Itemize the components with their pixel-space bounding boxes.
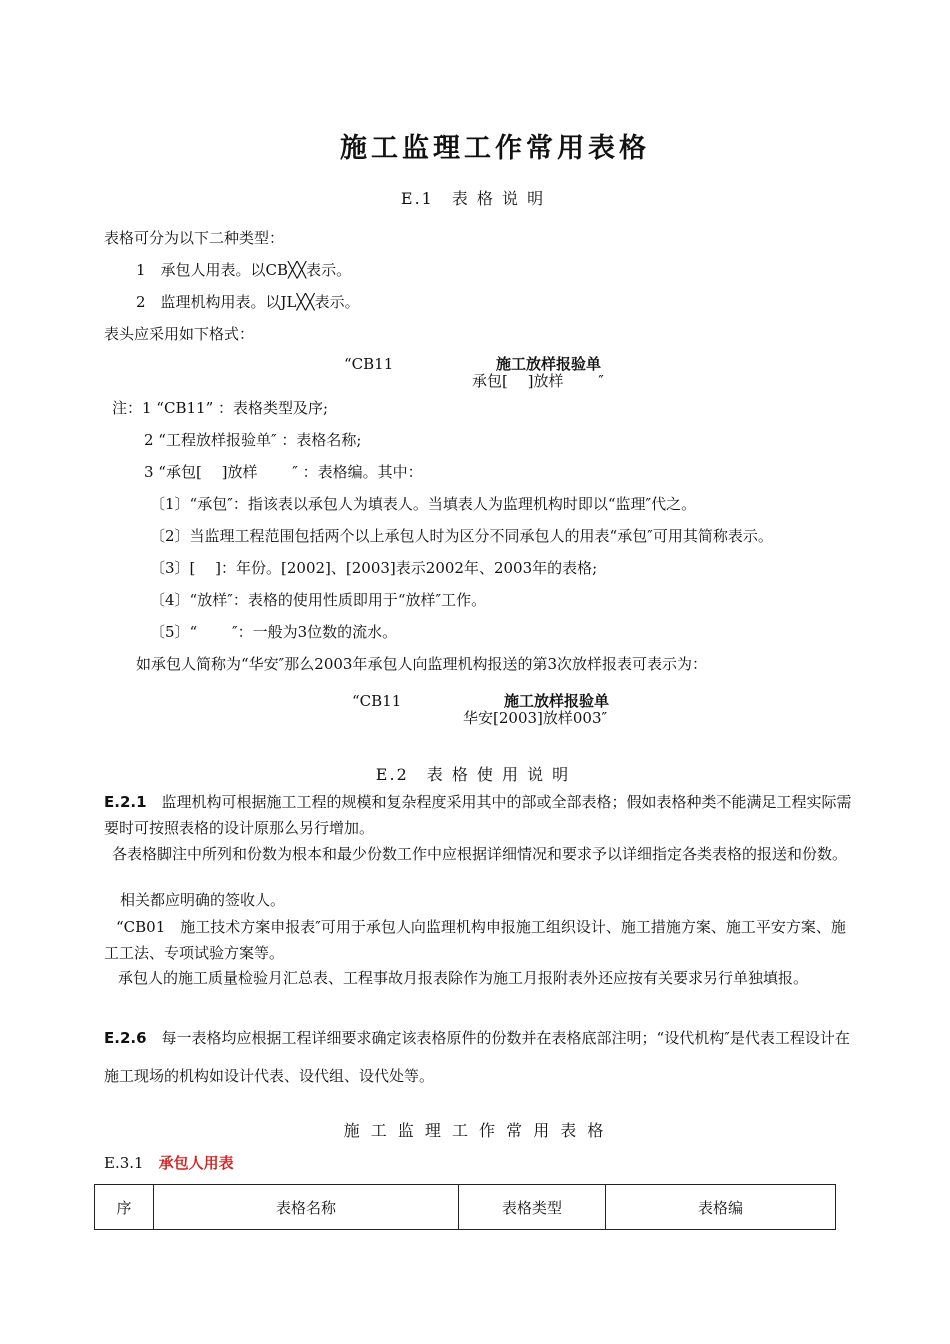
example-intro: 如承包人简称为“华安″那么2003年承包人向监理机构报送的第3次放样报表可表示为： (136, 655, 707, 673)
example1-code: “CB11 (344, 355, 394, 373)
clause-text-e2-6: 每一表格均应根据工程详细要求确定该表格原件的份数并在表格底部注明；“设代机构″是代表工程设计在施工现场的机构如设计代表、设代组、设代处等。 (104, 1029, 850, 1085)
subnote-3: 〔3〕[ ]：年份。[2002]、[2003]表示2002年、2003年的表格; (150, 559, 598, 577)
column-header: 表格名称 (154, 1185, 459, 1230)
subnote-2: 〔2〕当监理工程范围包括两个以上承包人时为区分不同承包人的用表“承包″可用其简称表示。 (150, 527, 773, 545)
intro-text: 表格可分为以下二种类型： (104, 229, 285, 247)
clause-label-e2-1: E.2.1 (104, 793, 147, 811)
type-item-2: 2 监理机构用表。以JL╳╳表示。 (136, 293, 360, 311)
subsection-label: E.3.1 (104, 1154, 144, 1172)
note-2: 2 “工程放样报验单″ ：表格名称; (144, 431, 362, 449)
column-header: 表格类型 (459, 1185, 606, 1230)
paragraph-2: 各表格脚注中所列和份数为根本和最少份数工作中应根据详细情况和要求予以详细指定各类表格的报送和份数。 (112, 845, 848, 863)
example1-serial: 承包[ ]放样 ″ (472, 372, 604, 390)
paragraph-3: 相关都应明确的签收人。 (120, 891, 286, 909)
paragraph-e2-6 (104, 1019, 856, 1095)
section-heading-e1: E.1 表 格 说 明 (400, 189, 546, 208)
paragraph-5: 承包人的施工质量检验月汇总表、工程事故月报表除作为施工月报附表外还应按有关要求另行单独填报。 (118, 969, 809, 987)
subsection-title: 承包人用表 (158, 1154, 234, 1172)
clause-label-e2-6: E.2.6 (104, 1029, 147, 1047)
page-title: 施工监理工作常用表格 (340, 133, 650, 164)
note-1: 注：1 “CB11” ：表格类型及序; (112, 399, 329, 417)
paragraph-4: “CB01 施工技术方案申报表″可用于承包人向监理机构申报施工组织设计、施工措施方案、施工平安方案、施工工法、专项试验方案等。 (104, 918, 846, 962)
column-header: 表格编 (606, 1185, 836, 1230)
example2-code: “CB11 (352, 692, 402, 710)
example1-name: 施工放样报验单 (496, 355, 602, 373)
section-heading-e2: E.2 表 格 使 用 说 明 (375, 765, 571, 784)
section-heading-e3: 施 工 监 理 工 作 常 用 表 格 (343, 1121, 607, 1140)
clause-text-e2-1: 监理机构可根据施工工程的规模和复杂程度采用其中的部或全部表格；假如表格种类不能满足工程实际需要时可按照表格的设计原那么另行增加。 (104, 793, 852, 837)
subnote-5: 〔5〕“ ″：一般为3位数的流水。 (150, 623, 398, 641)
paragraph-e2-1 (104, 789, 856, 841)
column-header: 序 (95, 1185, 154, 1230)
forms-table (94, 1184, 836, 1230)
table-header-row (95, 1185, 836, 1230)
example2-serial: 华安[2003]放样003″ (463, 709, 608, 727)
subnote-4: 〔4〕“放样″：表格的使用性质即用于“放样″工作。 (150, 591, 487, 609)
subsection-e3-1 (104, 1153, 234, 1173)
subnote-1: 〔1〕“承包″：指该表以承包人为填表人。当填表人为监理机构时即以“监理″代之。 (150, 495, 697, 513)
type-item-1: 1 承包人用表。以CB╳╳表示。 (136, 261, 352, 279)
example2-name: 施工放样报验单 (504, 692, 610, 710)
note-3: 3 “承包[ ]放样 ″ ：表格编。其中： (144, 463, 423, 481)
header-format-text: 表头应采用如下格式： (104, 325, 255, 343)
